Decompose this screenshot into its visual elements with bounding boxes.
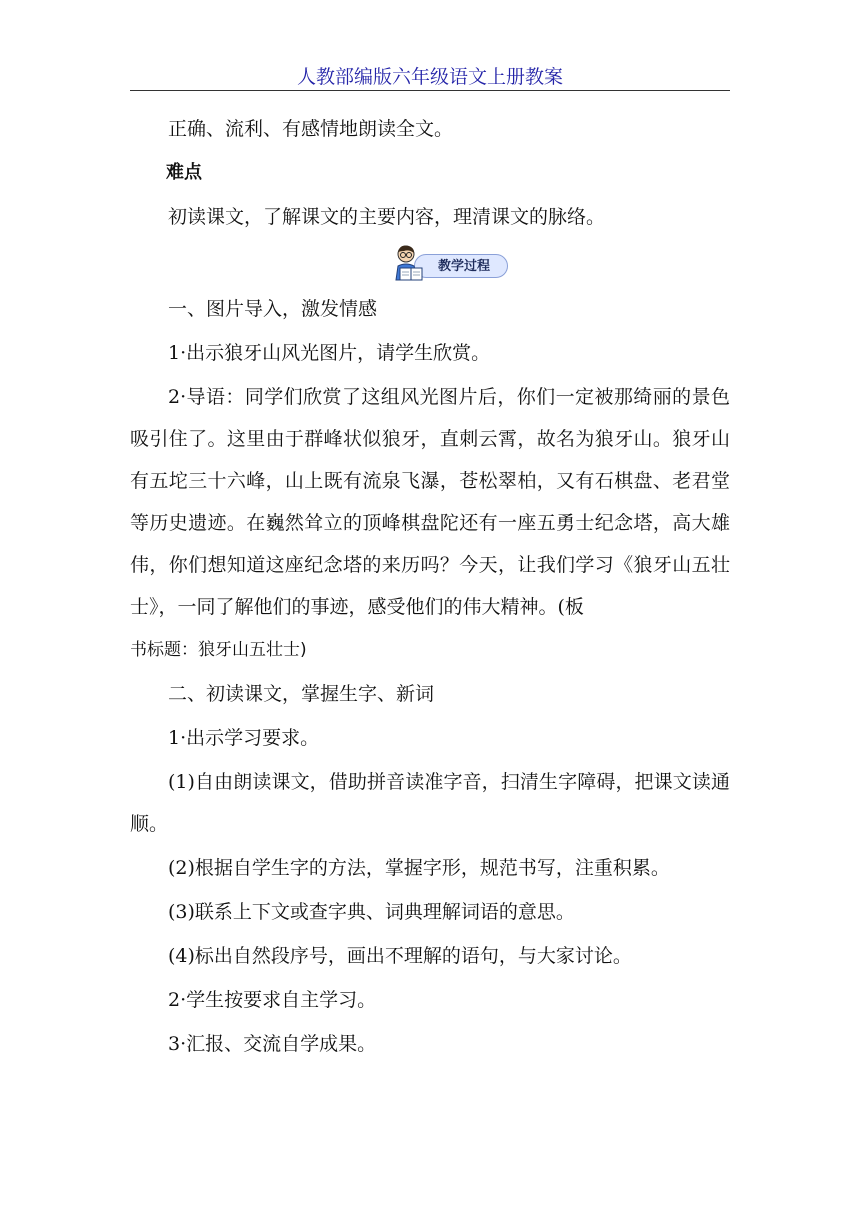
document-body [130, 108, 730, 1067]
header-divider [130, 90, 730, 91]
section-banner [130, 240, 730, 288]
paragraph-text: 2·导语：同学们欣赏了这组风光图片后，你们一定被那绮丽的景色吸引住了。这里由于群峰状似狼牙，直刺云霄，故名为狼牙山。狼牙山有五坨三十六峰，山上既有流泉飞瀑，苍松翠柏，又有石棋盘、老君堂等历史遗迹。在巍然耸立的顶峰棋盘陀还有一座五勇士纪念塔，高大雄伟，你们想知道这座纪念塔的来历吗？今天，让我们学习《狼牙山五壮士》，一同了解他们的事迹，感受他们的伟大精神。(板 [130, 386, 730, 618]
paragraph [130, 376, 730, 671]
list-item: (1)自由朗读课文，借助拼音读准字音，扫清生字障碍，把课文读通顺。 [130, 771, 730, 835]
section-heading: 一、图片导入，激发情感 [168, 298, 378, 320]
banner-label: 教学过程 [414, 254, 508, 278]
list-item: 1·出示学习要求。 [168, 727, 320, 749]
list-item: 1·出示狼牙山风光图片，请学生欣赏。 [168, 342, 491, 364]
section-heading-difficulty: 难点 [166, 162, 202, 183]
list-item: (2)根据自学生字的方法，掌握字形，规范书写，注重积累。 [168, 857, 670, 879]
student-reading-icon [392, 244, 428, 282]
list-item: (3)联系上下文或查字典、词典理解词语的意思。 [168, 901, 575, 923]
list-item: 3·汇报、交流自学成果。 [168, 1033, 377, 1055]
paragraph-text-tail: 书标题：狼牙山五壮士) [130, 640, 307, 660]
page-header-title: 人教部编版六年级语文上册教案 [296, 66, 563, 88]
list-item: 2·学生按要求自主学习。 [168, 989, 377, 1011]
section-heading: 二、初读课文，掌握生字、新词 [168, 683, 435, 705]
list-item: (4)标出自然段序号，画出不理解的语句，与大家讨论。 [168, 945, 632, 967]
paragraph: 初读课文，了解课文的主要内容，理清课文的脉络。 [168, 206, 606, 228]
paragraph: 正确、流利、有感情地朗读全文。 [168, 118, 454, 140]
